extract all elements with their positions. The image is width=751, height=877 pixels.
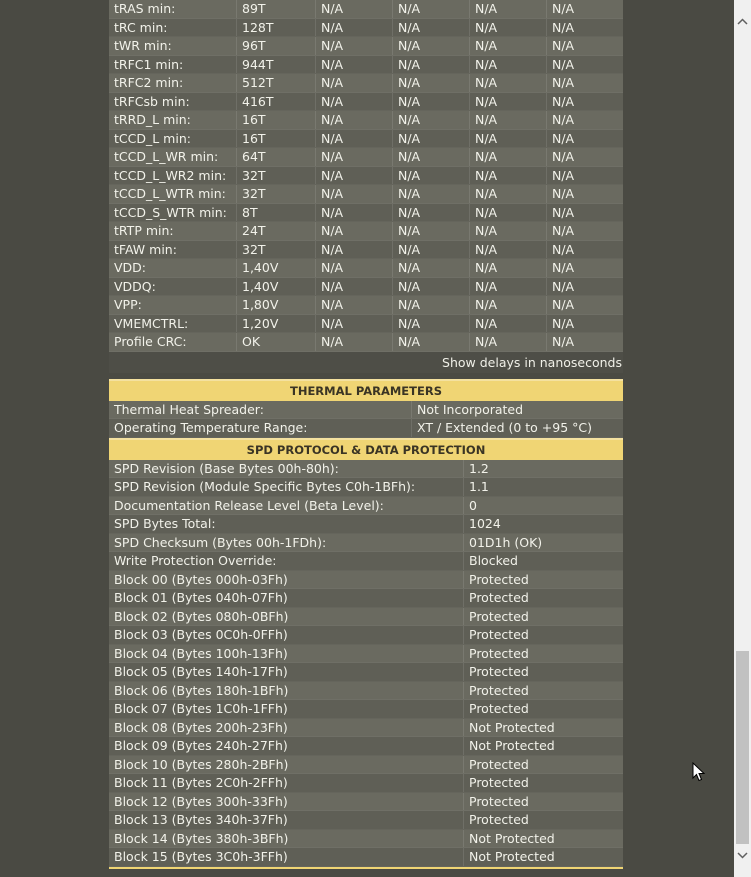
spd-row xyxy=(109,534,623,553)
timing-profile-value: N/A xyxy=(546,148,623,166)
timing-row xyxy=(109,111,623,130)
timing-label: Profile CRC: xyxy=(114,334,187,350)
timing-profile-value: N/A xyxy=(315,19,392,37)
timing-label: tRTP min: xyxy=(114,223,174,239)
spd-value: Protected xyxy=(463,663,623,681)
timing-row xyxy=(109,93,623,112)
timing-value: 1,80V xyxy=(236,296,315,314)
timing-row xyxy=(109,315,623,334)
show-delays-link[interactable]: Show delays in nanoseconds xyxy=(109,352,623,373)
scroll-up-button[interactable] xyxy=(734,13,751,30)
timing-profile-value: N/A xyxy=(546,259,623,277)
spd-row xyxy=(109,774,623,793)
timing-value: 32T xyxy=(236,185,315,203)
timing-profile-value: N/A xyxy=(469,56,546,74)
timing-profile-value: N/A xyxy=(469,185,546,203)
spd-label: Block 12 (Bytes 300h-33Fh) xyxy=(114,793,288,809)
spd-value: Protected xyxy=(463,756,623,774)
timing-profile-value: N/A xyxy=(546,111,623,129)
timing-profile-value: N/A xyxy=(546,185,623,203)
spd-label: Block 13 (Bytes 340h-37Fh) xyxy=(114,812,288,828)
timing-profile-value: N/A xyxy=(315,241,392,259)
spd-label: Block 08 (Bytes 200h-23Fh) xyxy=(114,719,288,735)
timing-label: tRFC2 min: xyxy=(114,75,184,91)
spd-label: Block 02 (Bytes 080h-0BFh) xyxy=(114,608,289,624)
timing-profile-value: N/A xyxy=(469,130,546,148)
timings-table xyxy=(109,0,623,352)
timing-profile-value: N/A xyxy=(469,93,546,111)
timing-profile-value: N/A xyxy=(392,204,469,222)
scrollbar-thumb[interactable] xyxy=(736,651,749,844)
spd-row xyxy=(109,793,623,812)
timing-profile-value: N/A xyxy=(469,111,546,129)
spd-report-panel xyxy=(109,0,623,869)
timing-profile-value: N/A xyxy=(469,19,546,37)
timing-label: tWR min: xyxy=(114,38,172,54)
timing-profile-value: N/A xyxy=(315,315,392,333)
timing-value: 128T xyxy=(236,19,315,37)
timing-profile-value: N/A xyxy=(546,296,623,314)
timing-profile-value: N/A xyxy=(315,111,392,129)
timing-profile-value: N/A xyxy=(315,296,392,314)
timing-row xyxy=(109,185,623,204)
timing-profile-value: N/A xyxy=(392,130,469,148)
timing-profile-value: N/A xyxy=(546,130,623,148)
timing-profile-value: N/A xyxy=(546,93,623,111)
timing-row xyxy=(109,259,623,278)
spd-label: Block 01 (Bytes 040h-07Fh) xyxy=(114,590,288,606)
spd-row xyxy=(109,571,623,590)
timing-profile-value: N/A xyxy=(315,167,392,185)
thermal-section-header: THERMAL PARAMETERS xyxy=(109,379,623,401)
timing-profile-value: N/A xyxy=(315,74,392,92)
timing-row xyxy=(109,296,623,315)
timing-label: tCCD_L min: xyxy=(114,130,191,146)
timing-value: 96T xyxy=(236,37,315,55)
timing-value: 416T xyxy=(236,93,315,111)
timing-value: 512T xyxy=(236,74,315,92)
timing-profile-value: N/A xyxy=(392,0,469,18)
spd-value: 01D1h (OK) xyxy=(463,534,623,552)
timing-profile-value: N/A xyxy=(315,259,392,277)
thermal-label: Operating Temperature Range: xyxy=(114,420,308,436)
timing-value: 32T xyxy=(236,167,315,185)
spd-value: Protected xyxy=(463,811,623,829)
timing-label: VDDQ: xyxy=(114,278,156,294)
timing-profile-value: N/A xyxy=(469,148,546,166)
timing-profile-value: N/A xyxy=(392,93,469,111)
spd-value: 1.2 xyxy=(463,460,623,478)
timing-profile-value: N/A xyxy=(392,259,469,277)
timing-label: VMEMCTRL: xyxy=(114,315,189,331)
timing-row xyxy=(109,333,623,352)
spd-row xyxy=(109,515,623,534)
spd-row xyxy=(109,848,623,867)
spd-value: Protected xyxy=(463,793,623,811)
timing-profile-value: N/A xyxy=(546,204,623,222)
spd-row xyxy=(109,552,623,571)
timing-profile-value: N/A xyxy=(546,37,623,55)
timing-profile-value: N/A xyxy=(315,204,392,222)
spd-row xyxy=(109,497,623,516)
timing-profile-value: N/A xyxy=(546,278,623,296)
timing-profile-value: N/A xyxy=(546,222,623,240)
timing-row xyxy=(109,19,623,38)
timing-row xyxy=(109,241,623,260)
timing-value: 1,40V xyxy=(236,278,315,296)
spd-value: Protected xyxy=(463,774,623,792)
spd-row xyxy=(109,811,623,830)
timing-value: 944T xyxy=(236,56,315,74)
timing-profile-value: N/A xyxy=(392,333,469,351)
spd-row xyxy=(109,626,623,645)
timing-profile-value: N/A xyxy=(469,0,546,18)
timing-profile-value: N/A xyxy=(392,56,469,74)
spd-label: SPD Bytes Total: xyxy=(114,516,216,532)
timing-profile-value: N/A xyxy=(392,148,469,166)
timing-row xyxy=(109,130,623,149)
spd-row xyxy=(109,830,623,849)
timing-label: tCCD_L_WR min: xyxy=(114,149,219,165)
timing-profile-value: N/A xyxy=(392,296,469,314)
timing-profile-value: N/A xyxy=(469,74,546,92)
spd-row xyxy=(109,608,623,627)
timing-value: 16T xyxy=(236,111,315,129)
thermal-row xyxy=(109,401,623,420)
timing-value: 64T xyxy=(236,148,315,166)
spd-label: SPD Revision (Module Specific Bytes C0h-1BFh): xyxy=(114,479,416,495)
timing-profile-value: N/A xyxy=(315,222,392,240)
timing-profile-value: N/A xyxy=(392,111,469,129)
spd-value: Not Protected xyxy=(463,848,623,866)
timing-label: tCCD_S_WTR min: xyxy=(114,204,227,220)
timing-profile-value: N/A xyxy=(469,204,546,222)
timing-profile-value: N/A xyxy=(546,56,623,74)
timing-label: tCCD_L_WR2 min: xyxy=(114,167,227,183)
timing-label: tRFC1 min: xyxy=(114,56,184,72)
timing-profile-value: N/A xyxy=(546,0,623,18)
timing-profile-value: N/A xyxy=(392,315,469,333)
table-bottom-border xyxy=(109,867,623,869)
timing-value: 24T xyxy=(236,222,315,240)
timing-profile-value: N/A xyxy=(469,296,546,314)
timing-row xyxy=(109,74,623,93)
timing-profile-value: N/A xyxy=(469,222,546,240)
timing-profile-value: N/A xyxy=(392,37,469,55)
timing-label: tRAS min: xyxy=(114,1,176,17)
spd-value: Protected xyxy=(463,700,623,718)
timing-profile-value: N/A xyxy=(546,241,623,259)
timing-profile-value: N/A xyxy=(392,185,469,203)
timing-row xyxy=(109,148,623,167)
timing-row xyxy=(109,56,623,75)
timing-profile-value: N/A xyxy=(392,241,469,259)
timing-profile-value: N/A xyxy=(469,315,546,333)
spd-row xyxy=(109,589,623,608)
spd-label: Block 09 (Bytes 240h-27Fh) xyxy=(114,738,288,754)
timing-value: 16T xyxy=(236,130,315,148)
spd-value: Protected xyxy=(463,645,623,663)
timing-profile-value: N/A xyxy=(315,333,392,351)
spd-label: SPD Revision (Base Bytes 00h-80h): xyxy=(114,460,339,476)
timing-profile-value: N/A xyxy=(315,148,392,166)
timing-profile-value: N/A xyxy=(546,167,623,185)
timing-profile-value: N/A xyxy=(469,278,546,296)
timing-label: tFAW min: xyxy=(114,241,177,257)
spd-value: Not Protected xyxy=(463,830,623,848)
scroll-down-button[interactable] xyxy=(734,847,751,864)
spd-value: Protected xyxy=(463,608,623,626)
timing-profile-value: N/A xyxy=(315,130,392,148)
spd-value: Protected xyxy=(463,682,623,700)
spd-value: Protected xyxy=(463,626,623,644)
spd-label: Block 04 (Bytes 100h-13Fh) xyxy=(114,645,288,661)
timing-profile-value: N/A xyxy=(315,0,392,18)
timing-value: 1,20V xyxy=(236,315,315,333)
spd-row xyxy=(109,756,623,775)
spd-value: Protected xyxy=(463,571,623,589)
timing-profile-value: N/A xyxy=(469,241,546,259)
timing-profile-value: N/A xyxy=(392,278,469,296)
spd-value: Not Protected xyxy=(463,719,623,737)
timing-row xyxy=(109,167,623,186)
timing-value: 32T xyxy=(236,241,315,259)
spd-label: Block 06 (Bytes 180h-1BFh) xyxy=(114,682,289,698)
spd-label: SPD Checksum (Bytes 00h-1FDh): xyxy=(114,534,327,550)
timing-row xyxy=(109,204,623,223)
spd-label: Write Protection Override: xyxy=(114,553,277,569)
spd-label: Block 10 (Bytes 280h-2BFh) xyxy=(114,756,289,772)
timing-profile-value: N/A xyxy=(315,278,392,296)
spd-row xyxy=(109,682,623,701)
timing-value: 8T xyxy=(236,204,315,222)
spd-protection-table xyxy=(109,460,623,867)
timing-profile-value: N/A xyxy=(392,167,469,185)
timing-profile-value: N/A xyxy=(315,56,392,74)
spd-value: 1.1 xyxy=(463,478,623,496)
timing-row xyxy=(109,0,623,19)
timing-row xyxy=(109,37,623,56)
thermal-label: Thermal Heat Spreader: xyxy=(114,401,264,417)
timing-profile-value: N/A xyxy=(546,74,623,92)
timing-profile-value: N/A xyxy=(546,19,623,37)
timing-profile-value: N/A xyxy=(546,333,623,351)
thermal-value: Not Incorporated xyxy=(411,401,623,419)
spd-row xyxy=(109,700,623,719)
spd-row xyxy=(109,719,623,738)
timing-profile-value: N/A xyxy=(392,222,469,240)
vertical-scrollbar[interactable] xyxy=(734,0,751,877)
timing-profile-value: N/A xyxy=(469,259,546,277)
chevron-up-icon xyxy=(737,18,748,25)
spd-row xyxy=(109,737,623,756)
timing-label: VPP: xyxy=(114,297,142,313)
timing-profile-value: N/A xyxy=(315,93,392,111)
spd-label: Block 00 (Bytes 000h-03Fh) xyxy=(114,571,288,587)
spd-label: Block 14 (Bytes 380h-3BFh) xyxy=(114,830,289,846)
spd-section-header: SPD PROTOCOL & DATA PROTECTION xyxy=(109,438,623,460)
spd-row xyxy=(109,478,623,497)
thermal-table xyxy=(109,401,623,438)
thermal-row xyxy=(109,419,623,438)
timing-value: 89T xyxy=(236,0,315,18)
timing-profile-value: N/A xyxy=(315,185,392,203)
spd-label: Block 11 (Bytes 2C0h-2FFh) xyxy=(114,775,288,791)
spd-value: Protected xyxy=(463,589,623,607)
spd-label: Block 15 (Bytes 3C0h-3FFh) xyxy=(114,849,288,865)
spd-label: Block 03 (Bytes 0C0h-0FFh) xyxy=(114,627,288,643)
timing-label: tCCD_L_WTR min: xyxy=(114,186,226,202)
timing-row xyxy=(109,278,623,297)
spd-value: Blocked xyxy=(463,552,623,570)
spd-label: Block 07 (Bytes 1C0h-1FFh) xyxy=(114,701,288,717)
chevron-down-icon xyxy=(737,852,748,859)
spd-value: 1024 xyxy=(463,515,623,533)
spd-value: 0 xyxy=(463,497,623,515)
timing-row xyxy=(109,222,623,241)
timing-value: 1,40V xyxy=(236,259,315,277)
spd-row xyxy=(109,645,623,664)
timing-label: tRC min: xyxy=(114,19,168,35)
timing-profile-value: N/A xyxy=(469,333,546,351)
mouse-pointer-icon xyxy=(692,762,706,782)
spd-row xyxy=(109,460,623,479)
timing-label: VDD: xyxy=(114,260,147,276)
timing-profile-value: N/A xyxy=(546,315,623,333)
spd-value: Not Protected xyxy=(463,737,623,755)
thermal-value: XT / Extended (0 to +95 °C) xyxy=(411,419,623,437)
timing-profile-value: N/A xyxy=(315,37,392,55)
spd-label: Block 05 (Bytes 140h-17Fh) xyxy=(114,664,288,680)
timing-profile-value: N/A xyxy=(469,167,546,185)
timing-profile-value: N/A xyxy=(392,19,469,37)
timing-label: tRRD_L min: xyxy=(114,112,191,128)
timing-profile-value: N/A xyxy=(469,37,546,55)
spd-row xyxy=(109,663,623,682)
timing-label: tRFCsb min: xyxy=(114,93,190,109)
spd-label: Documentation Release Level (Beta Level): xyxy=(114,497,384,513)
timing-profile-value: N/A xyxy=(392,74,469,92)
timing-value: OK xyxy=(236,333,315,351)
